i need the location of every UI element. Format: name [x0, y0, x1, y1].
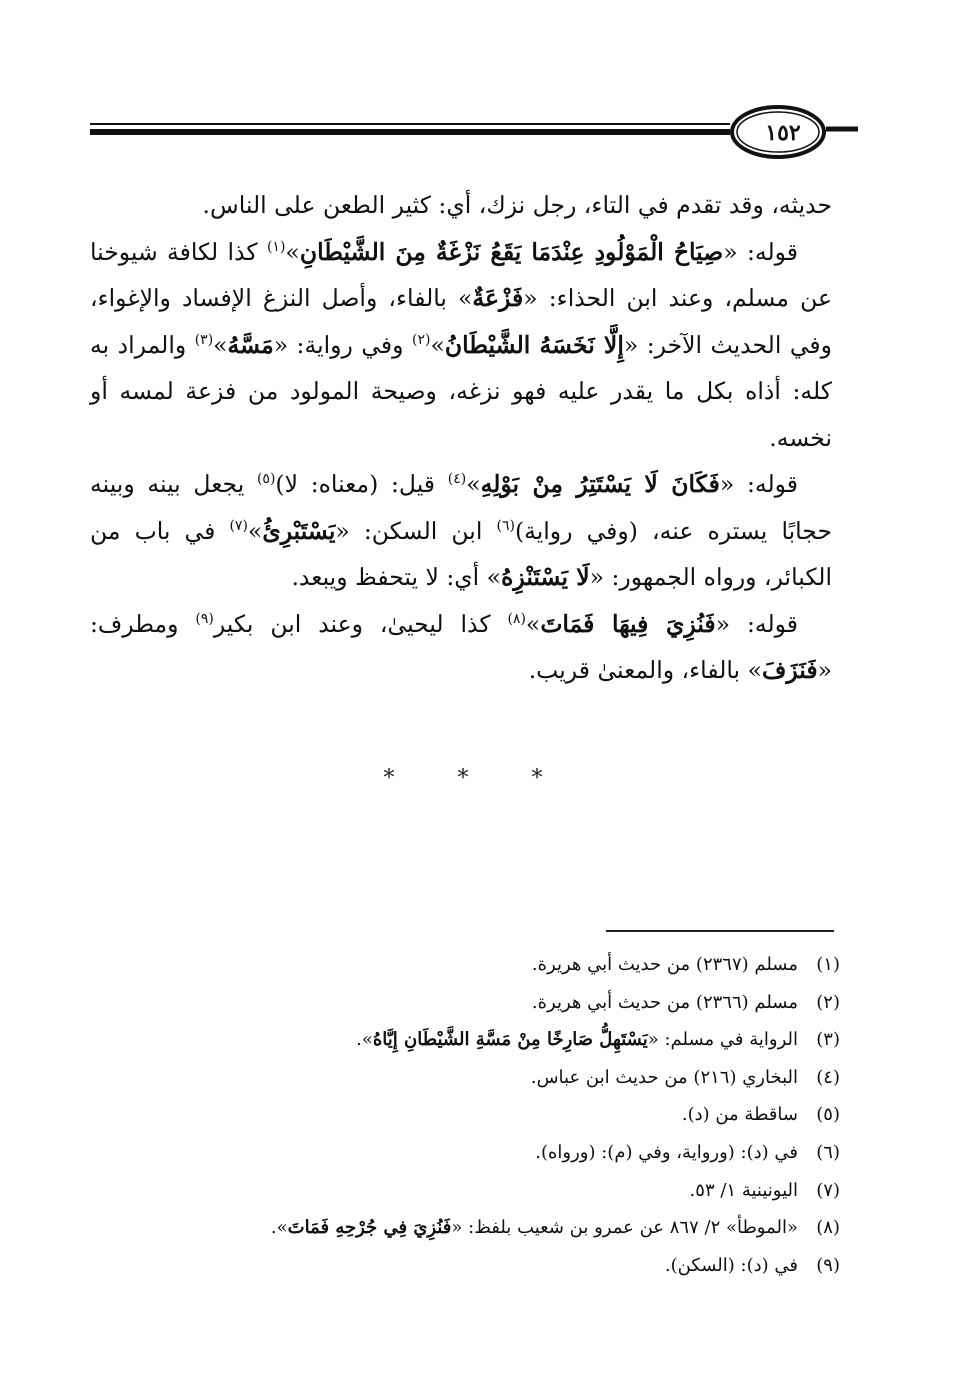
section-separator: * * *	[383, 766, 571, 791]
page-header	[0, 0, 954, 180]
text-run: يجعل بينه وبينه حجابًا يستره عنه، (وفي رواية)	[90, 470, 832, 545]
text-run: والمراد به كله: أذاه بكل ما يقدر عليه فهو نزغه، وصيحة المولود من فزعة لمسه أو نخسه.	[90, 330, 833, 452]
footnote-item	[150, 1059, 840, 1097]
footnote-item	[150, 1247, 840, 1285]
footnote-ref: (٥)	[256, 471, 276, 488]
text-run: في (د): (السكن).	[664, 1254, 798, 1276]
footnote-ref: (٣)	[194, 331, 214, 348]
quoted-hadith-text: فَنُزِيَ فِي جُرْحِهِ فَمَاتَ	[287, 1217, 452, 1239]
footnote-item	[150, 1096, 840, 1134]
footnote-ref: (٤)	[447, 471, 467, 488]
quoted-hadith-text: يَسْتَهِلُّ صَارِخًا مِنْ مَسَّةِ الشَّيْطَانِ إِيَّاهُ	[372, 1029, 648, 1051]
footnote-ref: (٩)	[195, 610, 214, 627]
footnote-item	[150, 946, 840, 984]
text-run: كذا ليحيىٰ، وعند ابن بكير	[213, 609, 508, 638]
footnote-number: (٣)	[816, 1029, 840, 1051]
footnotes	[150, 946, 840, 1284]
footnote-ref: (٨)	[507, 610, 526, 627]
footnote-number: (٨)	[816, 1217, 840, 1239]
text-run: »	[247, 516, 263, 545]
text-run: » بالفاء، والمعنىٰ قريب.	[528, 656, 762, 684]
text-run: قيل: (معناه: لا)	[275, 470, 448, 498]
text-run: مسلم (٢٣٦٧) من حديث أبي هريرة.	[531, 954, 798, 975]
text-run: كذا لكافة شيوخنا عن مسلم، وعند ابن الحذاء: «	[90, 237, 833, 312]
text-run: »	[285, 237, 300, 266]
quoted-hadith-text: فَكَانَ لَا يَسْتَتِرُ مِنْ بَوْلِهِ	[480, 470, 720, 498]
footnote-item	[150, 1172, 840, 1210]
footnote-number: (٤)	[816, 1066, 840, 1088]
footnote-item	[150, 1134, 840, 1172]
footnote-ref: (٧)	[229, 517, 248, 534]
footnote-item	[150, 984, 840, 1022]
text-run: وفي رواية: «	[273, 330, 412, 359]
paragraph	[90, 229, 832, 462]
footnote-number: (١)	[816, 954, 840, 975]
footnote-ref: (١)	[266, 238, 286, 255]
quoted-hadith-text: صِيَاحُ الْمَوْلُودِ عِنْدَمَا يَقَعُ نَزْغَةٌ مِنَ الشَّيْطَانِ	[299, 237, 724, 266]
text-run: حديثه، وقد تقدم في التاء، رجل نزك، أي: كثير الطعن على الناس.	[202, 191, 832, 219]
text-run: ».	[270, 1217, 288, 1239]
text-run: الرواية في مسلم: «	[647, 1029, 798, 1051]
text-run: »	[213, 330, 228, 359]
text-run: ومطرف: «	[90, 609, 832, 684]
text-run: قوله: «	[719, 470, 798, 498]
text-run: » أي: لا يتحفظ ويبعد.	[291, 563, 502, 591]
paragraph	[90, 182, 832, 229]
footnote-divider	[606, 930, 834, 932]
text-run: »	[430, 330, 445, 359]
text-run: ».	[356, 1029, 373, 1051]
footnote-item	[150, 1021, 840, 1059]
page-number: ١٥٢	[765, 120, 801, 146]
text-run: مسلم (٢٣٦٦) من حديث أبي هريرة.	[531, 991, 798, 1013]
text-run: قوله: «	[723, 237, 799, 266]
quoted-hadith-text: لَا يَسْتَنْزِهُ	[501, 563, 590, 591]
footnote-number: (٦)	[816, 1141, 840, 1163]
quoted-hadith-text: فَزْعَةٌ	[472, 284, 524, 312]
quoted-hadith-text: فَنَزَفَ	[761, 656, 818, 684]
paragraph	[90, 461, 832, 601]
footnote-number: (٥)	[816, 1104, 840, 1126]
quoted-hadith-text: مَسَّهُ	[227, 330, 274, 359]
text-run: «الموطأ» ٢/ ٨٦٧ عن عمرو بن شعيب بلفظ: «	[451, 1217, 798, 1239]
text-run: » بالفاء، وأصل النزغ الإفساد والإغواء، وفي الحديث الآخر: «	[90, 284, 832, 359]
paragraph	[90, 601, 832, 694]
text-run: في (د): (ورواية، وفي (م): (ورواه).	[535, 1141, 798, 1163]
text-run: اليونينية ١/ ٥٣.	[689, 1179, 798, 1201]
text-run: ساقطة من (د).	[681, 1104, 798, 1126]
footnote-ref: (٢)	[411, 331, 431, 348]
quoted-hadith-text: فَنُزِيَ فِيهَا فَمَاتَ	[540, 609, 716, 638]
text-run: البخاري (٢١٦) من حديث ابن عباس.	[530, 1066, 798, 1088]
text-run: »	[525, 609, 541, 638]
footnote-ref: (٦)	[496, 517, 515, 534]
text-run: قوله: «	[715, 609, 798, 638]
main-text	[90, 182, 832, 694]
footnote-number: (٧)	[816, 1179, 840, 1201]
footnote-number: (٩)	[816, 1254, 840, 1276]
text-run: ابن السكن: «	[335, 516, 497, 545]
quoted-hadith-text: يَسْتَبْرِئُ	[262, 516, 336, 545]
footnote-number: (٢)	[816, 991, 840, 1013]
quoted-hadith-text: إِلَّا نَخَسَهُ الشَّيْطَانُ	[444, 330, 624, 359]
text-run: »	[466, 470, 481, 498]
text-run: في باب من الكبائر، ورواه الجمهور: «	[90, 516, 832, 591]
footnote-item	[150, 1209, 840, 1247]
